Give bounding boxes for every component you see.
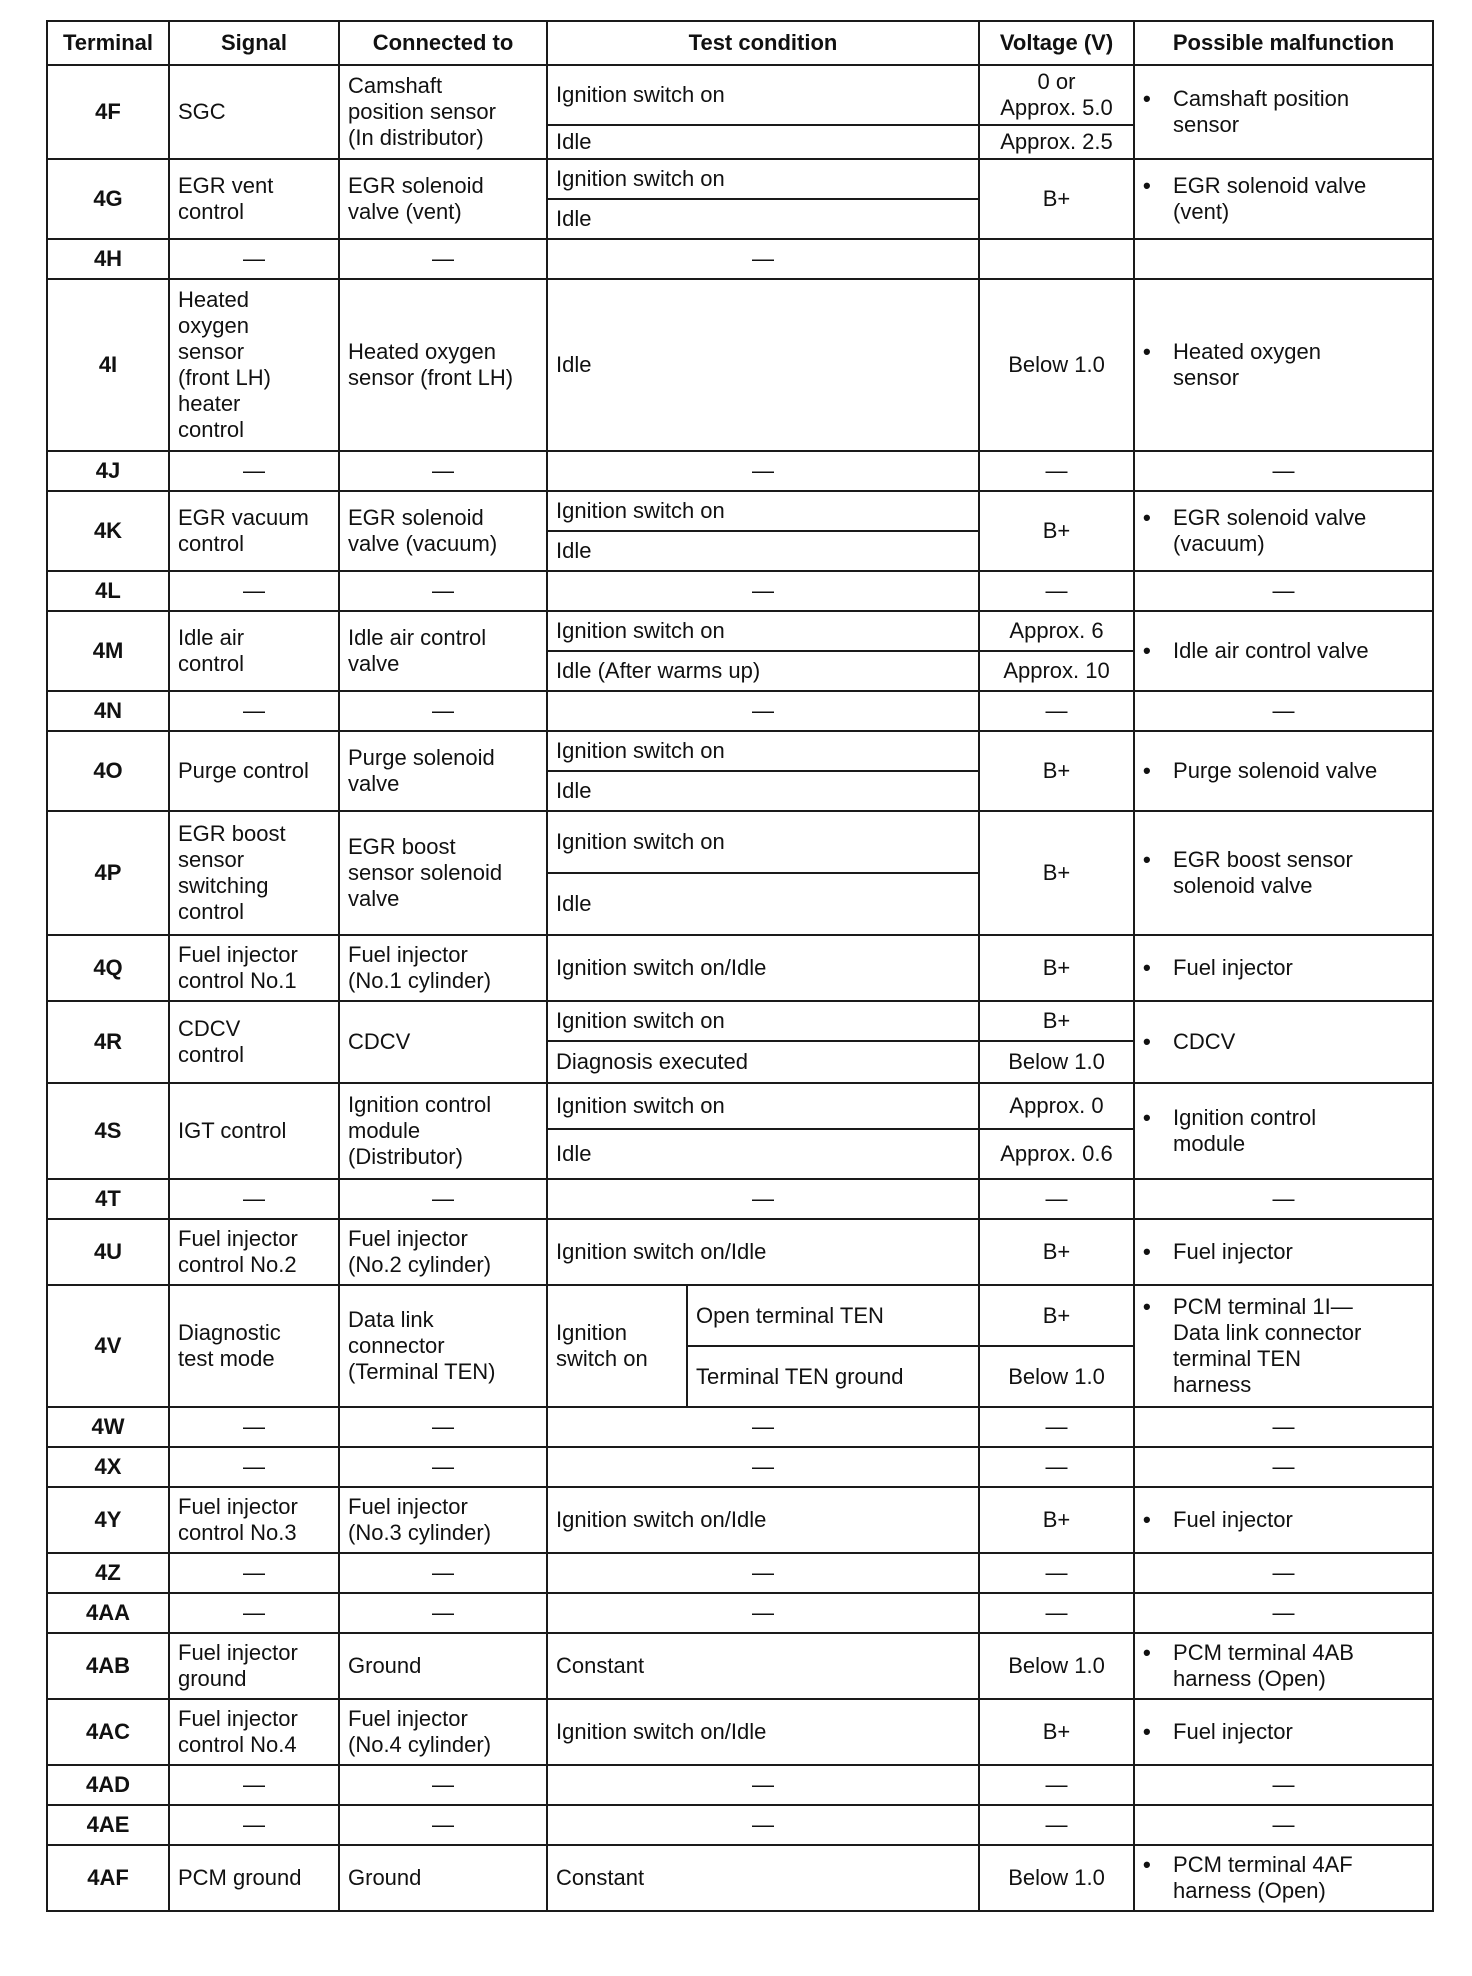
malfunction-text: EGR solenoid valve (vacuum) [1173, 505, 1367, 556]
malfunction-text: Ignition control module [1173, 1105, 1317, 1156]
voltage-cell: Approx. 10 [979, 651, 1134, 691]
table-row [47, 1219, 1433, 1285]
terminal-cell: 4U [47, 1219, 169, 1285]
table-row [47, 491, 1433, 531]
voltage-cell: Below 1.0 [979, 1845, 1134, 1911]
test-condition-cell: Idle [547, 531, 979, 571]
terminal-spec-sheet [46, 20, 1434, 1912]
connected-to-cell: Data link connector (Terminal TEN) [339, 1285, 547, 1407]
signal-cell: Heated oxygen sensor (front LH) heater control [169, 279, 339, 451]
bullet-icon: • [1143, 955, 1151, 980]
terminal-cell: 4AD [47, 1765, 169, 1805]
malfunction-cell [1134, 65, 1433, 159]
malfunction-text: Fuel injector [1173, 1239, 1293, 1264]
test-condition-cell: Ignition switch on/Idle [547, 1699, 979, 1765]
connected-to-cell: EGR solenoid valve (vent) [339, 159, 547, 239]
malfunction-text: Idle air control valve [1173, 638, 1369, 663]
table-row [47, 571, 1433, 611]
test-condition-cell: Idle (After warms up) [547, 651, 979, 691]
connected-to-cell: Fuel injector (No.1 cylinder) [339, 935, 547, 1001]
bullet-icon: • [1143, 1105, 1151, 1130]
connected-to-cell: — [339, 1765, 547, 1805]
voltage-cell [979, 239, 1134, 279]
connected-to-cell: — [339, 571, 547, 611]
signal-cell: CDCV control [169, 1001, 339, 1083]
malfunction-cell [1134, 1845, 1433, 1911]
malfunction-cell [1134, 811, 1433, 935]
test-condition-cell: Idle [547, 771, 979, 811]
malfunction-text: Fuel injector [1173, 1507, 1293, 1532]
malfunction-cell [1134, 1083, 1433, 1179]
malfunction-cell: — [1134, 1553, 1433, 1593]
test-condition-cell: — [547, 1593, 979, 1633]
malfunction-text: PCM terminal 4AB harness (Open) [1173, 1640, 1354, 1691]
connected-to-cell: — [339, 1179, 547, 1219]
table-row [47, 159, 1433, 199]
signal-cell: — [169, 1179, 339, 1219]
voltage-cell: — [979, 1765, 1134, 1805]
terminal-cell: 4S [47, 1083, 169, 1179]
voltage-cell: B+ [979, 1487, 1134, 1553]
malfunction-text: Fuel injector [1173, 1719, 1293, 1744]
signal-cell: PCM ground [169, 1845, 339, 1911]
signal-cell: Diagnostic test mode [169, 1285, 339, 1407]
test-condition-cell: Ignition switch on [547, 811, 979, 873]
header-possible-malfunction: Possible malfunction [1134, 21, 1433, 65]
voltage-cell: 0 or Approx. 5.0 [979, 65, 1134, 125]
test-condition-cell: Ignition switch on/Idle [547, 1219, 979, 1285]
malfunction-text: PCM terminal 1I— Data link connector terminal TEN harness [1173, 1294, 1362, 1397]
bullet-icon: • [1143, 638, 1151, 663]
test-condition-cell: Idle [547, 873, 979, 935]
voltage-cell: Below 1.0 [979, 1633, 1134, 1699]
bullet-icon: • [1143, 1029, 1151, 1054]
header-connected-to: Connected to [339, 21, 547, 65]
signal-cell: Fuel injector control No.4 [169, 1699, 339, 1765]
connected-to-cell: EGR boost sensor solenoid valve [339, 811, 547, 935]
malfunction-cell: — [1134, 571, 1433, 611]
test-condition-cell: Constant [547, 1845, 979, 1911]
test-condition-cell: Idle [547, 199, 979, 239]
malfunction-text: Camshaft position sensor [1173, 86, 1350, 137]
terminal-cell: 4AC [47, 1699, 169, 1765]
voltage-cell: B+ [979, 811, 1134, 935]
voltage-cell: B+ [979, 491, 1134, 571]
terminal-cell: 4Q [47, 935, 169, 1001]
test-condition-cell: Constant [547, 1633, 979, 1699]
test-condition-cell: — [547, 571, 979, 611]
test-condition-cell: Ignition switch on/Idle [547, 1487, 979, 1553]
malfunction-text: Fuel injector [1173, 955, 1293, 980]
connected-to-cell: EGR solenoid valve (vacuum) [339, 491, 547, 571]
signal-cell: — [169, 1553, 339, 1593]
malfunction-text: CDCV [1173, 1029, 1236, 1054]
table-row [47, 1633, 1433, 1699]
terminal-cell: 4X [47, 1447, 169, 1487]
voltage-cell: Approx. 6 [979, 611, 1134, 651]
test-condition-cell: Ignition switch on [547, 1001, 979, 1041]
connected-to-cell: Idle air control valve [339, 611, 547, 691]
table-row [47, 1083, 1433, 1129]
signal-cell: Idle air control [169, 611, 339, 691]
terminal-cell: 4P [47, 811, 169, 935]
malfunction-cell [1134, 239, 1433, 279]
signal-cell: Fuel injector ground [169, 1633, 339, 1699]
voltage-cell: B+ [979, 731, 1134, 811]
test-condition-cell: — [547, 1407, 979, 1447]
connected-to-cell: — [339, 239, 547, 279]
connected-to-cell: — [339, 1407, 547, 1447]
test-condition-cell: — [547, 239, 979, 279]
test-subcondition-cell: Open terminal TEN [687, 1285, 979, 1346]
malfunction-text: Purge solenoid valve [1173, 758, 1378, 783]
voltage-cell: Approx. 0 [979, 1083, 1134, 1129]
voltage-cell: B+ [979, 1219, 1134, 1285]
terminal-cell: 4G [47, 159, 169, 239]
terminal-cell: 4AE [47, 1805, 169, 1845]
terminal-cell: 4AA [47, 1593, 169, 1633]
voltage-cell: — [979, 1553, 1134, 1593]
table-row [47, 1447, 1433, 1487]
connected-to-cell: — [339, 451, 547, 491]
signal-cell: SGC [169, 65, 339, 159]
voltage-cell: — [979, 1805, 1134, 1845]
table-row [47, 731, 1433, 771]
terminal-cell: 4N [47, 691, 169, 731]
test-condition-cell: — [547, 1805, 979, 1845]
table-row [47, 1487, 1433, 1553]
terminal-cell: 4H [47, 239, 169, 279]
connected-to-cell: CDCV [339, 1001, 547, 1083]
bullet-icon: • [1143, 1507, 1151, 1532]
table-row [47, 1805, 1433, 1845]
terminal-cell: 4J [47, 451, 169, 491]
table-row [47, 1407, 1433, 1447]
connected-to-cell: — [339, 1593, 547, 1633]
malfunction-cell [1134, 1219, 1433, 1285]
voltage-cell: — [979, 691, 1134, 731]
bullet-icon: • [1143, 1640, 1151, 1665]
voltage-cell: — [979, 571, 1134, 611]
bullet-icon: • [1143, 1294, 1151, 1319]
terminal-cell: 4I [47, 279, 169, 451]
table-row [47, 1765, 1433, 1805]
terminal-cell: 4T [47, 1179, 169, 1219]
bullet-icon: • [1143, 1239, 1151, 1264]
terminal-cell: 4V [47, 1285, 169, 1407]
connected-to-cell: Camshaft position sensor (In distributor) [339, 65, 547, 159]
signal-cell: — [169, 451, 339, 491]
bullet-icon: • [1143, 339, 1151, 364]
table-row [47, 279, 1433, 451]
signal-cell: — [169, 1447, 339, 1487]
terminal-cell: 4Z [47, 1553, 169, 1593]
connected-to-cell: Ground [339, 1845, 547, 1911]
table-row [47, 1553, 1433, 1593]
malfunction-cell [1134, 159, 1433, 239]
test-condition-cell: — [547, 1765, 979, 1805]
malfunction-cell [1134, 611, 1433, 691]
voltage-cell: B+ [979, 159, 1134, 239]
table-row [47, 239, 1433, 279]
malfunction-cell: — [1134, 1765, 1433, 1805]
terminal-cell: 4AF [47, 1845, 169, 1911]
pcm-terminal-voltage-table [46, 20, 1434, 1912]
terminal-cell: 4Y [47, 1487, 169, 1553]
header-voltage: Voltage (V) [979, 21, 1134, 65]
test-condition-cell: Ignition switch on [547, 1285, 687, 1407]
signal-cell: — [169, 1765, 339, 1805]
bullet-icon: • [1143, 173, 1151, 198]
signal-cell: — [169, 1407, 339, 1447]
connected-to-cell: — [339, 691, 547, 731]
voltage-cell: Below 1.0 [979, 279, 1134, 451]
signal-cell: Fuel injector control No.1 [169, 935, 339, 1001]
voltage-cell: B+ [979, 935, 1134, 1001]
voltage-cell: — [979, 1407, 1134, 1447]
voltage-cell: Approx. 0.6 [979, 1129, 1134, 1179]
table-row [47, 1285, 1433, 1346]
connected-to-cell: Ground [339, 1633, 547, 1699]
connected-to-cell: Ignition control module (Distributor) [339, 1083, 547, 1179]
malfunction-cell: — [1134, 1805, 1433, 1845]
table-row [47, 611, 1433, 651]
test-condition-cell: — [547, 1179, 979, 1219]
voltage-cell: B+ [979, 1001, 1134, 1041]
terminal-cell: 4M [47, 611, 169, 691]
table-row [47, 1179, 1433, 1219]
connected-to-cell: Purge solenoid valve [339, 731, 547, 811]
connected-to-cell: Heated oxygen sensor (front LH) [339, 279, 547, 451]
malfunction-cell [1134, 1633, 1433, 1699]
malfunction-text: EGR boost sensor solenoid valve [1173, 847, 1353, 898]
test-condition-cell: — [547, 1447, 979, 1487]
bullet-icon: • [1143, 847, 1151, 872]
table-row [47, 1593, 1433, 1633]
connected-to-cell: — [339, 1553, 547, 1593]
test-condition-cell: Ignition switch on [547, 731, 979, 771]
table-row [47, 65, 1433, 125]
test-condition-cell: Ignition switch on/Idle [547, 935, 979, 1001]
malfunction-cell: — [1134, 691, 1433, 731]
bullet-icon: • [1143, 505, 1151, 530]
header-test-condition: Test condition [547, 21, 979, 65]
bullet-icon: • [1143, 1719, 1151, 1744]
signal-cell: — [169, 1805, 339, 1845]
terminal-cell: 4W [47, 1407, 169, 1447]
malfunction-text: EGR solenoid valve (vent) [1173, 173, 1367, 224]
terminal-cell: 4O [47, 731, 169, 811]
terminal-cell: 4L [47, 571, 169, 611]
voltage-cell: B+ [979, 1285, 1134, 1346]
test-condition-cell: Idle [547, 279, 979, 451]
terminal-cell: 4K [47, 491, 169, 571]
connected-to-cell: Fuel injector (No.4 cylinder) [339, 1699, 547, 1765]
signal-cell: — [169, 1593, 339, 1633]
terminal-cell: 4AB [47, 1633, 169, 1699]
voltage-cell: Approx. 2.5 [979, 125, 1134, 159]
table-row [47, 691, 1433, 731]
malfunction-cell [1134, 1699, 1433, 1765]
test-condition-cell: Idle [547, 125, 979, 159]
bullet-icon: • [1143, 1852, 1151, 1877]
malfunction-cell [1134, 491, 1433, 571]
malfunction-cell [1134, 731, 1433, 811]
signal-cell: IGT control [169, 1083, 339, 1179]
signal-cell: — [169, 239, 339, 279]
voltage-cell: — [979, 451, 1134, 491]
malfunction-text: PCM terminal 4AF harness (Open) [1173, 1852, 1353, 1903]
header-terminal: Terminal [47, 21, 169, 65]
test-condition-cell: Idle [547, 1129, 979, 1179]
malfunction-cell [1134, 1487, 1433, 1553]
malfunction-cell: — [1134, 1179, 1433, 1219]
signal-cell: Purge control [169, 731, 339, 811]
signal-cell: Fuel injector control No.3 [169, 1487, 339, 1553]
terminal-cell: 4F [47, 65, 169, 159]
malfunction-cell: — [1134, 1593, 1433, 1633]
connected-to-cell: Fuel injector (No.3 cylinder) [339, 1487, 547, 1553]
header-signal: Signal [169, 21, 339, 65]
malfunction-cell [1134, 935, 1433, 1001]
malfunction-cell: — [1134, 1447, 1433, 1487]
test-condition-cell: — [547, 451, 979, 491]
header-row [47, 21, 1433, 65]
voltage-cell: — [979, 1447, 1134, 1487]
test-condition-cell: Ignition switch on [547, 1083, 979, 1129]
voltage-cell: — [979, 1593, 1134, 1633]
table-row [47, 1699, 1433, 1765]
malfunction-cell: — [1134, 451, 1433, 491]
malfunction-cell [1134, 1285, 1433, 1407]
signal-cell: Fuel injector control No.2 [169, 1219, 339, 1285]
terminal-cell: 4R [47, 1001, 169, 1083]
signal-cell: — [169, 691, 339, 731]
signal-cell: EGR boost sensor switching control [169, 811, 339, 935]
signal-cell: EGR vacuum control [169, 491, 339, 571]
connected-to-cell: — [339, 1447, 547, 1487]
test-condition-cell: — [547, 1553, 979, 1593]
test-condition-cell: — [547, 691, 979, 731]
test-condition-cell: Ignition switch on [547, 65, 979, 125]
table-row [47, 1845, 1433, 1911]
test-condition-cell: Ignition switch on [547, 159, 979, 199]
table-row [47, 935, 1433, 1001]
test-condition-cell: Diagnosis executed [547, 1041, 979, 1083]
table-row [47, 811, 1433, 873]
malfunction-cell [1134, 1001, 1433, 1083]
connected-to-cell: — [339, 1805, 547, 1845]
voltage-cell: — [979, 1179, 1134, 1219]
signal-cell: — [169, 571, 339, 611]
bullet-icon: • [1143, 86, 1151, 111]
test-condition-cell: Ignition switch on [547, 491, 979, 531]
voltage-cell: Below 1.0 [979, 1346, 1134, 1407]
malfunction-text: Heated oxygen sensor [1173, 339, 1322, 390]
test-condition-cell: Ignition switch on [547, 611, 979, 651]
signal-cell: EGR vent control [169, 159, 339, 239]
malfunction-cell [1134, 279, 1433, 451]
voltage-cell: B+ [979, 1699, 1134, 1765]
table-row [47, 451, 1433, 491]
test-subcondition-cell: Terminal TEN ground [687, 1346, 979, 1407]
table-row [47, 1001, 1433, 1041]
bullet-icon: • [1143, 758, 1151, 783]
malfunction-cell: — [1134, 1407, 1433, 1447]
voltage-cell: Below 1.0 [979, 1041, 1134, 1083]
connected-to-cell: Fuel injector (No.2 cylinder) [339, 1219, 547, 1285]
